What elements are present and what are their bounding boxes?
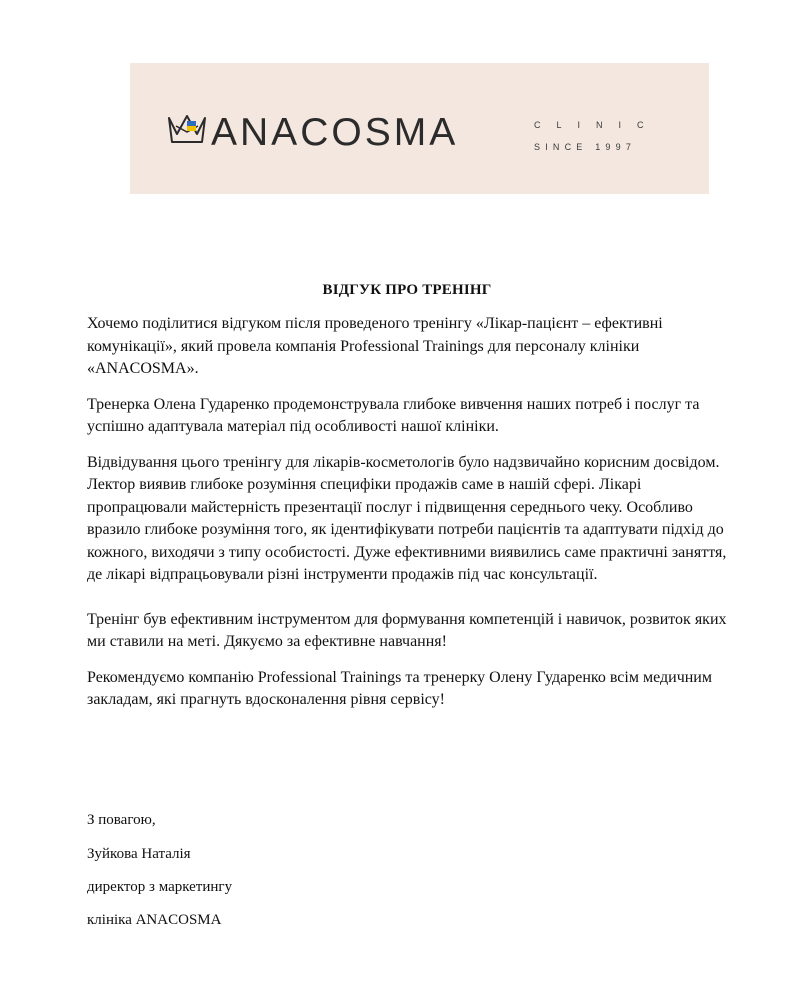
letterhead xyxy=(130,63,709,194)
signature-name: Зуйкова Наталія xyxy=(87,846,191,862)
paragraph-experience: Відвідування цього тренінгу для лікарів-косметологів було надзвичайно корисним досвідом. Лектор виявив глибоке розуміння специфіки продажів саме в нашій сфері. Лікарі пропрацювали майстерність презентації послуг і підвищення середнього чеку. Особливо вразило глибоке розуміння того, як ідентифікувати потреби пацієнтів та адаптувати підхід до кожного, виходячи з типу особистості. Дуже ефективними виявились саме практичні заняття, де лікарі відпрацьовували різні інструменти продажів під час консультації. xyxy=(87,453,727,583)
letter-title: ВІДГУК ПРО ТРЕНІНГ xyxy=(322,282,492,298)
signature-organization: клініка ANACOSMA xyxy=(87,912,222,928)
letter-body xyxy=(87,282,727,725)
signature-closing: З повагою, xyxy=(87,812,156,828)
brand-name: ANACOSMA xyxy=(211,111,459,154)
paragraph-effectiveness: Тренінг був ефективним інструментом для формування компетенцій і навичок, розвиток яких ми ставили на меті. Дякуємо за ефективне навчання! xyxy=(87,610,727,650)
paragraph-trainer: Тренерка Олена Гударенко продемонструвала глибоке вивчення наших потреб і послуг та успішно адаптувала матеріал під особливості нашої клініки. xyxy=(87,395,700,435)
paragraph-intro: Хочемо поділитися відгуком після проведеного тренінгу «Лікар-пацієнт – ефективні комунікації», який провела компанія Professional Trainings для персоналу клініки «ANACOSMA». xyxy=(87,315,663,377)
brand-clinic-label: CLINIC xyxy=(534,120,660,130)
brand-since-label: SINCE 1997 xyxy=(534,142,637,152)
paragraph-recommendation: Рекомендуємо компанію Professional Trainings та тренерку Олену Гударенко всім медичним закладам, які прагнуть вдосконалення рівня сервісу! xyxy=(87,668,712,708)
crown-icon xyxy=(167,112,207,148)
signature-position: директор з маркетингу xyxy=(87,879,233,895)
